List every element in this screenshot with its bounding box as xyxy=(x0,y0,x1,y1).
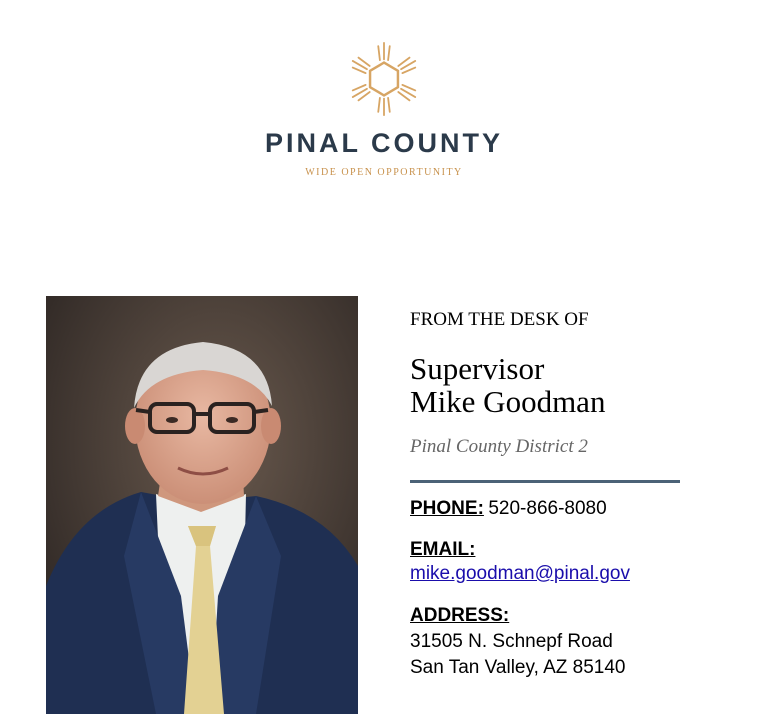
phone-value: 520-866-8080 xyxy=(488,498,607,519)
logo xyxy=(0,38,768,120)
email-row xyxy=(410,538,710,587)
phone-label: PHONE: xyxy=(410,498,484,519)
brand-name: PINAL COUNTY xyxy=(264,128,503,158)
supervisor-title-name xyxy=(410,352,710,418)
phone-row xyxy=(410,497,710,522)
address-label: ADDRESS: xyxy=(410,605,510,626)
supervisor-portrait xyxy=(46,296,358,714)
address-line-1: 31505 N. Schnepf Road xyxy=(410,631,613,652)
from-desk-heading: FROM THE DESK OF xyxy=(410,309,589,330)
email-link[interactable]: mike.goodman@pinal.gov xyxy=(410,563,630,584)
portrait-illustration xyxy=(46,296,358,714)
district-label: Pinal County District 2 xyxy=(410,436,588,457)
email-label: EMAIL: xyxy=(410,539,476,560)
supervisor-title: Supervisor xyxy=(410,351,545,386)
divider xyxy=(410,480,680,483)
address-line-2: San Tan Valley, AZ 85140 xyxy=(410,657,626,678)
brand-tagline: WIDE OPEN OPPORTUNITY xyxy=(305,167,463,178)
address-row xyxy=(410,603,710,681)
desk-info xyxy=(410,308,710,681)
supervisor-name: Mike Goodman xyxy=(410,384,606,419)
sun-hexagon-icon xyxy=(343,38,425,120)
